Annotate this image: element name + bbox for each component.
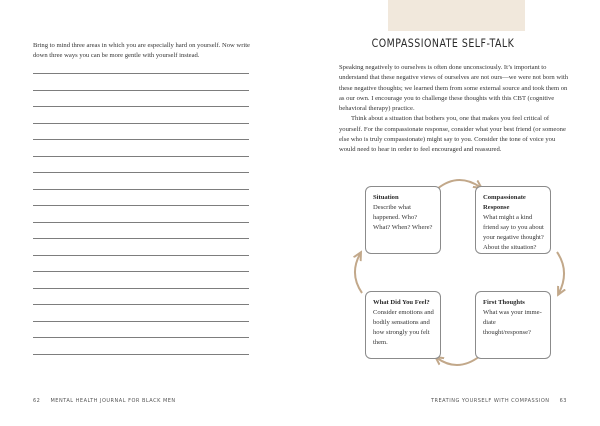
writing-line: [33, 172, 249, 173]
compassionate-response-box: [475, 186, 551, 254]
writing-line: [33, 156, 249, 157]
writing-line: [33, 288, 249, 289]
box-text: Consider emotions and bodily sensations and how strongly you felt them.: [373, 309, 434, 346]
writing-line: [33, 354, 249, 355]
writing-line: [33, 139, 249, 140]
writing-line: [33, 271, 249, 272]
writing-line: [33, 90, 249, 91]
box-title: Situation: [373, 194, 399, 201]
box-title: Compassionate Response: [483, 194, 526, 211]
writing-line: [33, 238, 249, 239]
situation-box: [365, 186, 441, 254]
writing-line: [33, 189, 249, 190]
section-title: COMPASSIONATE SELF-TALK: [371, 36, 515, 50]
arrow-left-icon: [355, 254, 362, 293]
first-thoughts-box: [475, 291, 551, 359]
box-title: What Did You Feel?: [373, 299, 430, 306]
left-page-number: 62: [33, 398, 41, 404]
writing-line: [33, 73, 249, 74]
writing-line: [33, 222, 249, 223]
writing-line: [33, 205, 249, 206]
writing-line: [33, 321, 249, 322]
body-text: [339, 63, 569, 156]
arrow-top-icon: [437, 180, 480, 189]
journal-prompt: Bring to mind three areas in which you are especially hard on yourself. Now write down three ways you can be more gentle with yourself instead.: [33, 42, 250, 60]
left-running-title: MENTAL HEALTH JOURNAL FOR BLACK MEN: [50, 398, 176, 404]
writing-line: [33, 255, 249, 256]
right-running-title: TREATING YOURSELF WITH COMPASSION: [430, 398, 550, 404]
paragraph-2: Think about a situation that bothers you, one that makes you feel critical of yourself. For the compassionate response, consider what your best friend (or someone else who is truly compassionate) might say to you. Consider the tone of voice you would need to hear in order to feel encouraged and reassured.: [339, 115, 566, 154]
arrow-right-icon: [557, 252, 564, 293]
writing-line: [33, 123, 249, 124]
writing-line: [33, 304, 249, 305]
right-page-number: 63: [559, 398, 567, 404]
left-footer: [33, 398, 176, 404]
box-text: What might a kind friend say to you about your negative thought? About the situation?: [483, 214, 544, 251]
writing-line: [33, 337, 249, 338]
cbt-cycle-diagram: [300, 175, 600, 380]
box-text: Describe what happened. Who? What? When? Where?: [373, 204, 433, 231]
right-footer: [431, 398, 567, 404]
what-did-you-feel-box: [365, 291, 441, 359]
writing-line: [33, 106, 249, 107]
paragraph-1: Speaking negatively to ourselves is often done unconsciously. It’s important to understand that these negative views of ourselves are not ours—we were not born with these negative thoughts; we learned them from some external source and took them on as our own. I encourage you to challenge these thoughts with this CBT (cognitive behavioral therapy) practice.: [339, 64, 569, 113]
box-text: What was your imme-diate thought/response?: [483, 309, 542, 336]
header-color-block: [388, 0, 525, 31]
arrow-bottom-icon: [437, 356, 480, 365]
box-title: First Thoughts: [483, 299, 525, 306]
right-page: [300, 0, 600, 426]
cycle-arrows: [300, 175, 600, 380]
